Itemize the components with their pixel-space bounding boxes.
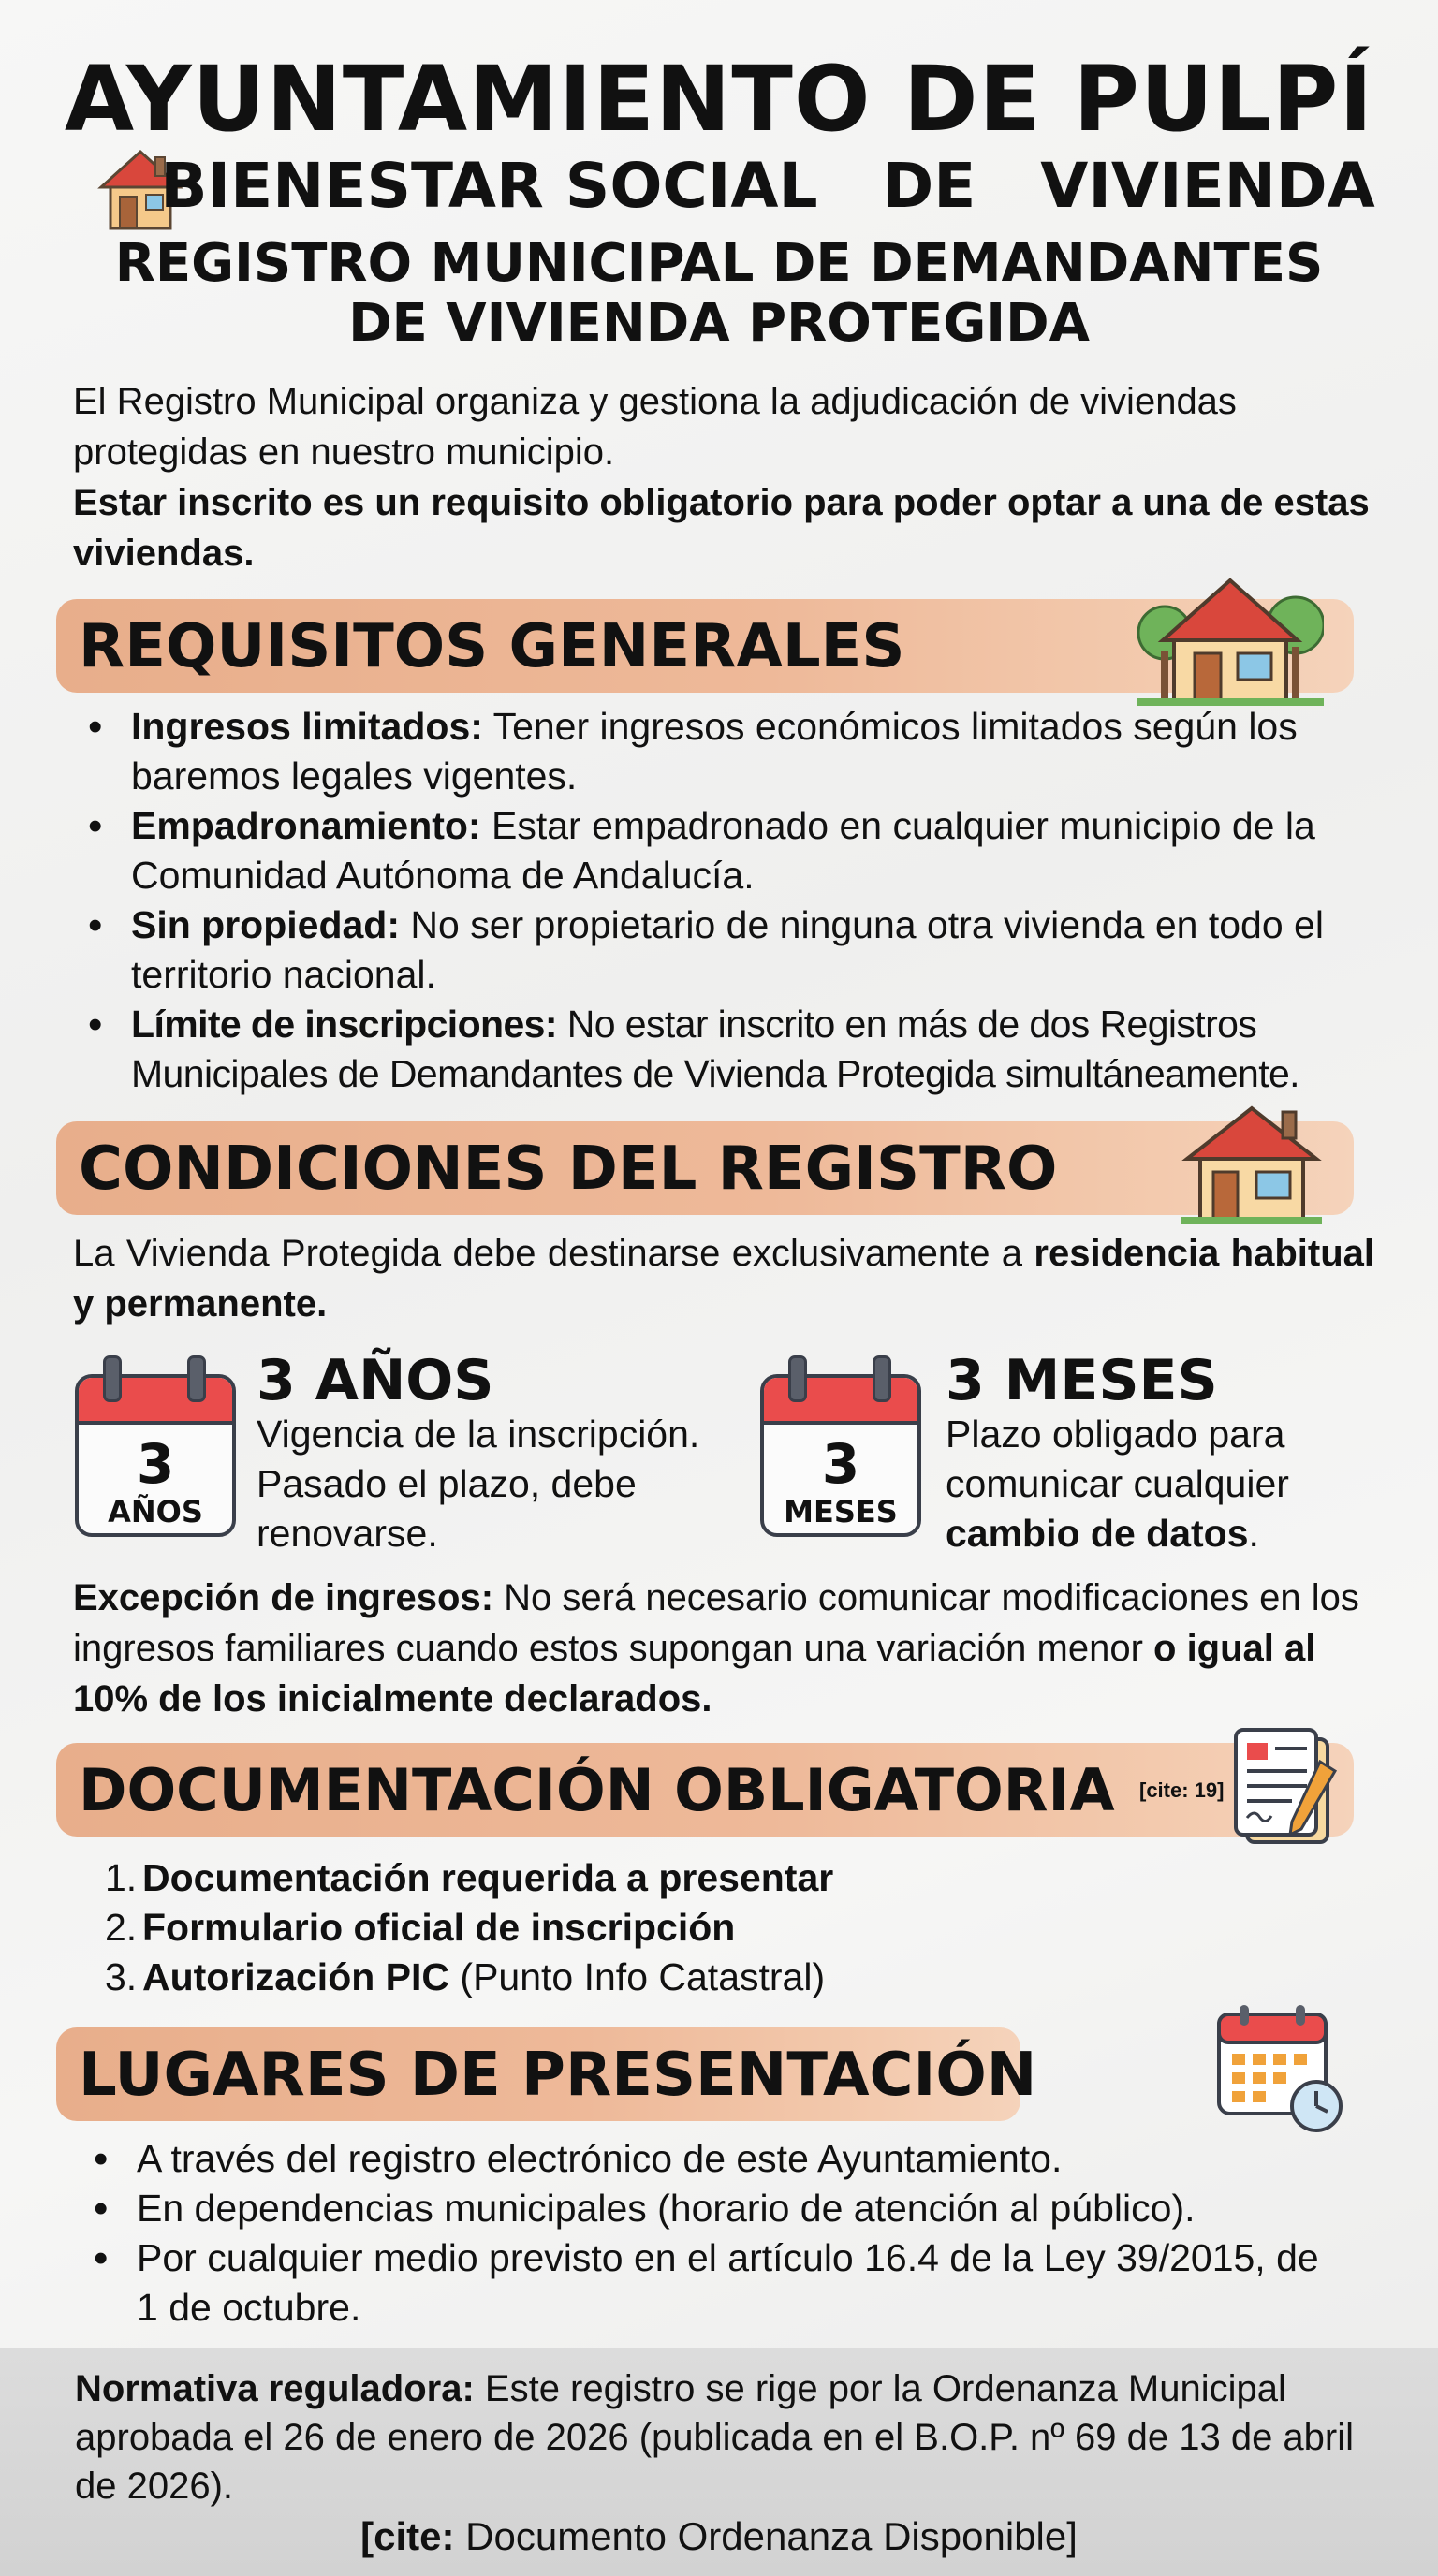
stat-text [257, 1410, 762, 1559]
main-heading-line1: REGISTRO MUNICIPAL DE DEMANDANTES [114, 233, 1324, 294]
calendar-number: 3 [821, 1432, 860, 1496]
stat-line: renovarse. [257, 1512, 438, 1555]
list-item: • A través del registro electrónico de este Ayuntamiento. [94, 2136, 1063, 2182]
list-item: • Sin propiedad: No ser propietario de ninguna otra vivienda en todo el territorio nacional. [88, 902, 1324, 996]
requisitos-heading: REQUISITOS GENERALES [79, 612, 905, 681]
exception-text: No será necesario comunicar modificaciones en los ingresos familiares cuando estos supongan una variación menor [73, 1577, 1359, 1669]
footer [0, 2348, 1438, 2576]
condiciones-text: La Vivienda Protegida debe destinarse exclusivamente a [73, 1233, 1034, 1274]
list-item: • Límite de inscripciones: No estar inscrito en más de dos Registros Municipales de Demandantes de Vivienda Protegida simultáneamente. [88, 1002, 1299, 1095]
condiciones-paragraph [73, 1228, 1374, 1329]
intro-paragraph [73, 376, 1374, 578]
stat-text [946, 1410, 1395, 1559]
list-item: • Empadronamiento: Estar empadronado en cualquier municipio de la Comunidad Autónoma de Andalucía. [88, 803, 1315, 897]
list-item: • Ingresos limitados: Tener ingresos económicos limitados según los baremos legales vigentes. [88, 704, 1298, 798]
list-item: • En dependencias municipales (horario de atención al público). [94, 2186, 1196, 2232]
calendar-clock-icon [1215, 2001, 1346, 2134]
stat-title: 3 AÑOS [257, 1348, 494, 1413]
item-text: No ser propietario de ninguna otra vivienda en todo el territorio nacional. [131, 903, 1324, 996]
calendar-icon [760, 1355, 919, 1533]
documentacion-cite: [cite: 19] [1139, 1778, 1225, 1802]
item-text: En dependencias municipales (horario de atención al público). [137, 2187, 1196, 2230]
requisitos-list [75, 702, 1404, 1099]
document-with-pencil-icon [1226, 1724, 1346, 1848]
lugares-banner [56, 2027, 1037, 2121]
item-number: 1. [105, 1856, 138, 1899]
condiciones-bold-text: residencia habitual y permanente. [73, 1233, 1374, 1325]
list-item [105, 1953, 1322, 2002]
documentacion-heading: DOCUMENTACIÓN OBLIGATORIA [79, 1756, 1115, 1824]
footer-cite-text: Documento Ordenanza Disponible] [454, 2514, 1078, 2558]
footer-text: Este registro se rige por la Ordenanza Municipal aprobada el 26 de enero de 2026 (publicada en el B.O.P. nº 69 de 13 de abril de 2026). [75, 2368, 1355, 2507]
calendar-number: 3 [136, 1432, 175, 1496]
condiciones-banner [56, 1121, 1354, 1215]
stat-title: 3 MESES [946, 1348, 1218, 1413]
page-title: AYUNTAMIENTO DE PULPÍ [64, 47, 1374, 152]
lugares-heading: LUGARES DE PRESENTACIÓN [79, 2041, 1037, 2110]
documentacion-list [105, 1853, 1322, 2002]
calendar-unit: AÑOS [108, 1494, 203, 1530]
stat-line: Vigencia de la inscripción. [257, 1412, 700, 1456]
calendar-icon [75, 1355, 234, 1533]
stat-line: Pasado el plazo, debe [257, 1462, 637, 1505]
page-subtitle: BIENESTAR SOCIAL DE VIVIENDA [160, 150, 1375, 222]
exception-bold: o igual al 10% de los inicialmente declarados. [73, 1628, 1316, 1720]
item-label: Límite de inscripciones: [131, 1003, 557, 1046]
footer-label: Normativa reguladora: [75, 2368, 475, 2409]
item-label: Sin propiedad: [131, 903, 400, 946]
footer-cite-label: [cite: [360, 2514, 455, 2558]
item-text: Tener ingresos económicos limitados según los baremos legales vigentes. [131, 705, 1298, 798]
documentacion-banner [56, 1743, 1354, 1837]
stat-line [946, 1509, 1395, 1559]
exception-paragraph [73, 1573, 1374, 1724]
item-text: Estar empadronado en cualquier municipio de la Comunidad Autónoma de Andalucía. [131, 804, 1315, 897]
item-text: (Punto Info Catastral) [449, 1955, 826, 1998]
lugares-list [81, 2134, 1335, 2333]
item-bold: Autorización PIC [142, 1955, 450, 1998]
main-heading [0, 234, 1438, 354]
main-heading-line2: DE VIVIENDA PROTEGIDA [348, 293, 1090, 354]
item-text: A través del registro electrónico de este Ayuntamiento. [137, 2137, 1063, 2180]
item-bold: Documentación requerida a presentar [142, 1856, 834, 1899]
stat-line-end: . [1248, 1512, 1259, 1555]
stat-bold: cambio de datos [946, 1512, 1249, 1555]
item-bold: Formulario oficial de inscripción [142, 1906, 736, 1949]
calendar-unit: MESES [784, 1494, 898, 1530]
intro-bold-text: Estar inscrito es un requisito obligatorio para poder optar a una de estas viviendas. [73, 482, 1370, 574]
stat-line: Plazo obligado para [946, 1412, 1285, 1456]
footer-cite [0, 2514, 1438, 2559]
stat-line: comunicar cualquier [946, 1462, 1289, 1505]
item-number: 3. [105, 1955, 138, 1998]
list-item [105, 1853, 1322, 1903]
list-item: • Por cualquier medio previsto en el artículo 16.4 de la Ley 39/2015, de 1 de octubre. [94, 2235, 1319, 2329]
item-number: 2. [105, 1906, 138, 1949]
exception-label: Excepción de ingresos: [73, 1577, 494, 1618]
house-with-trees-icon [1137, 567, 1324, 708]
list-item [105, 1903, 1322, 1953]
item-label: Ingresos limitados: [131, 705, 483, 748]
intro-text: El Registro Municipal organiza y gestiona la adjudicación de viviendas protegidas en nuestro municipio. [73, 381, 1237, 473]
item-text: Por cualquier medio previsto en el artículo 16.4 de la Ley 39/2015, de 1 de octubre. [137, 2236, 1319, 2329]
footer-paragraph [75, 2364, 1386, 2510]
item-label: Empadronamiento: [131, 804, 481, 847]
condiciones-heading: CONDICIONES DEL REGISTRO [79, 1134, 1058, 1204]
item-text: No estar inscrito en más de dos Registros Municipales de Demandantes de Vivienda Protegida simultáneamente. [131, 1003, 1299, 1095]
house-icon [1181, 1101, 1322, 1228]
